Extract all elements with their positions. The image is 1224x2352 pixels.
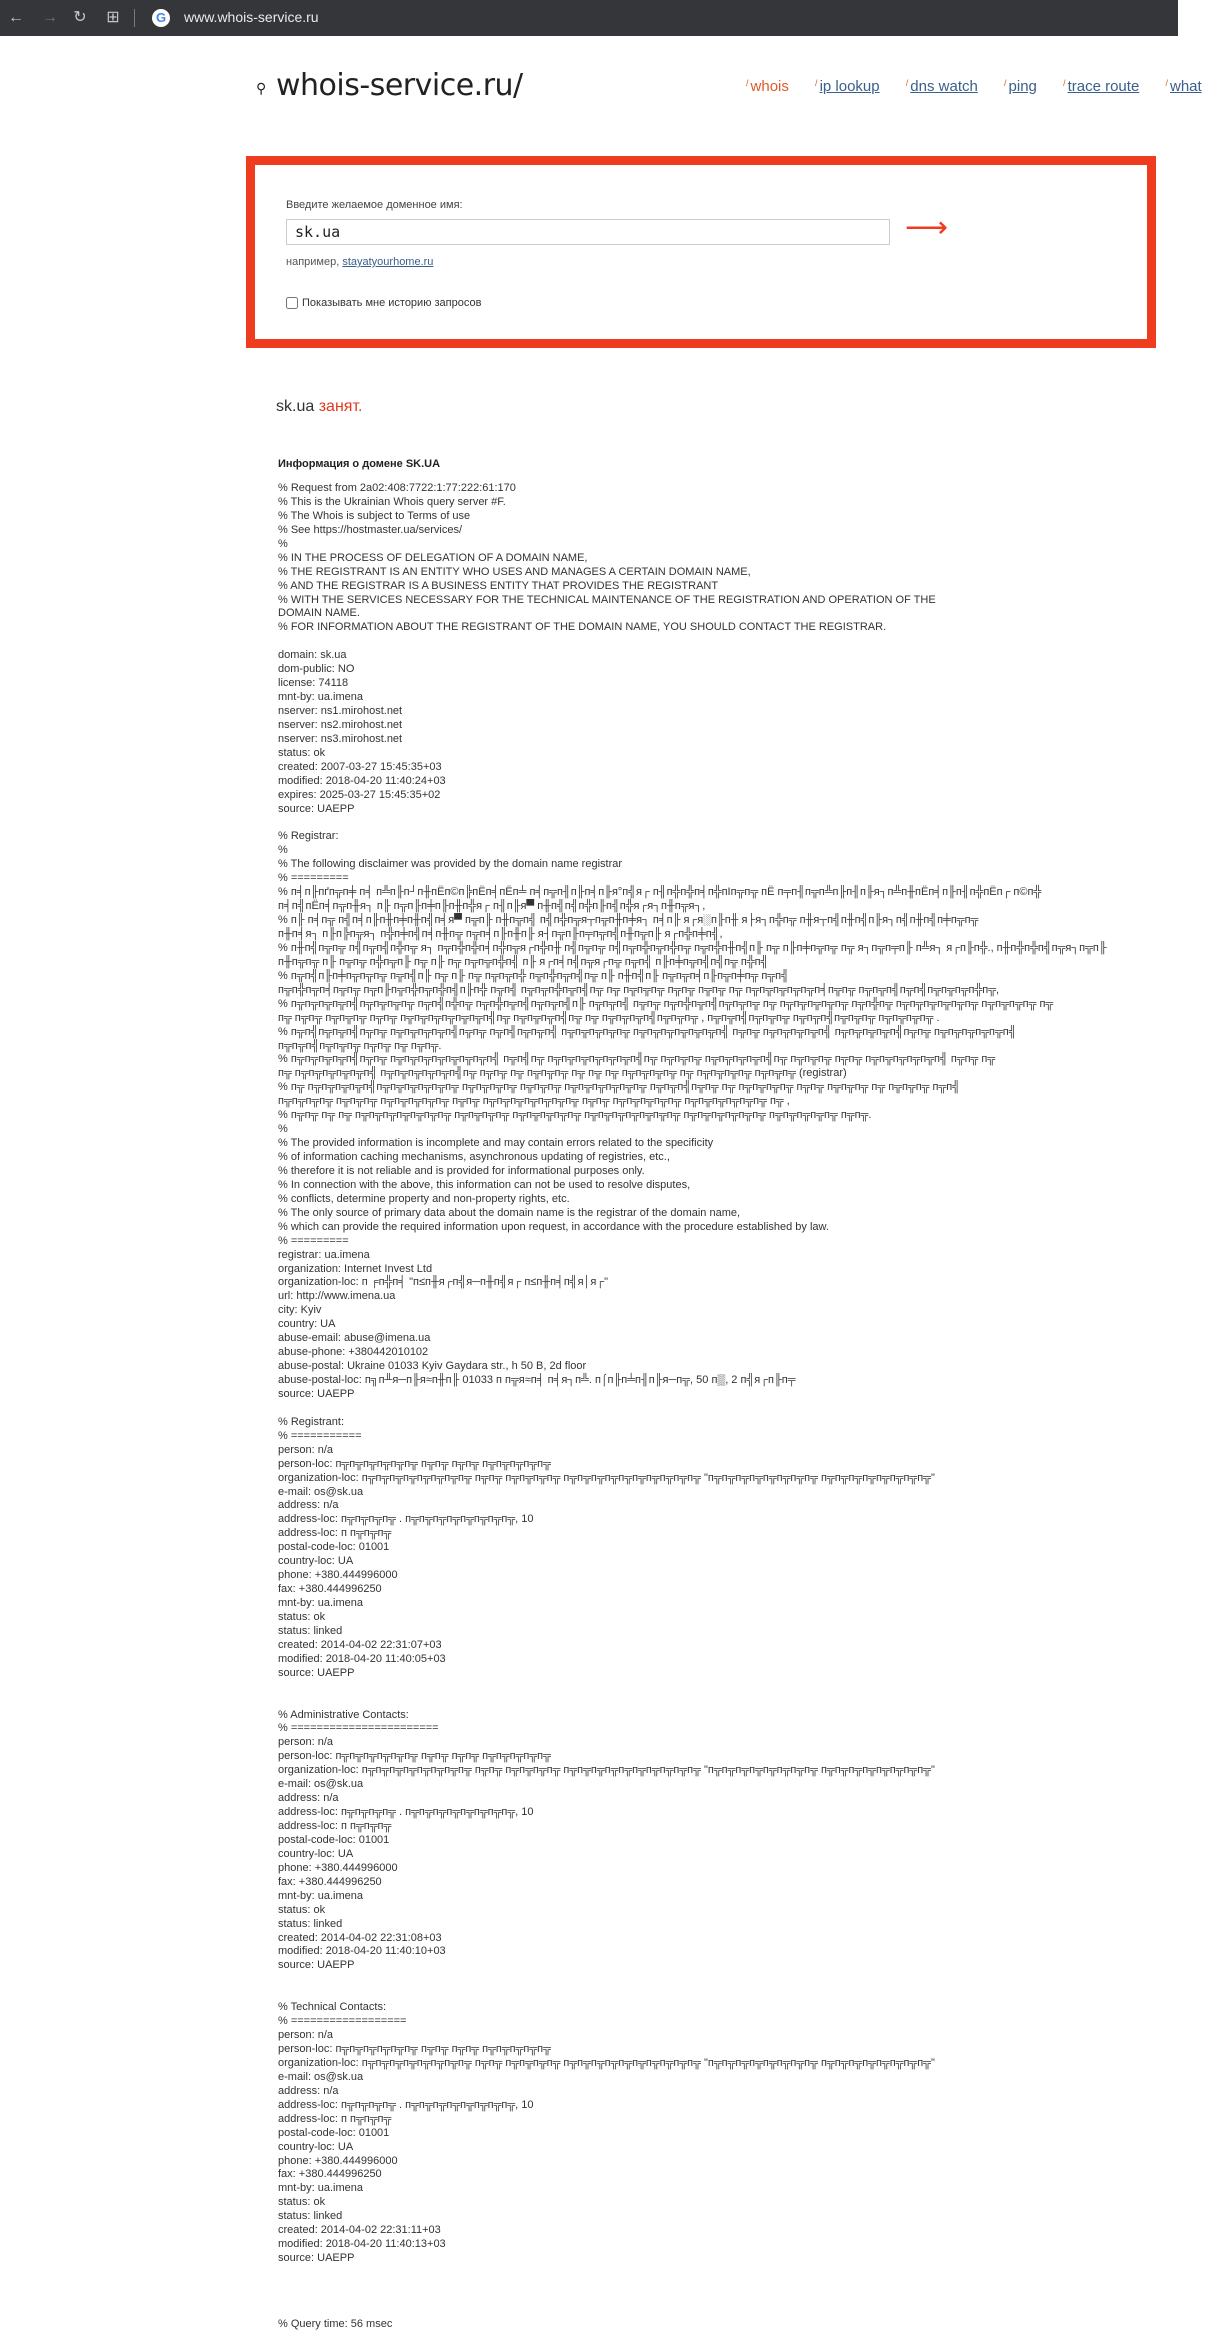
whois-line: domain: sk.ua	[278, 649, 347, 662]
whois-line: person: n/a	[278, 1736, 334, 1749]
nav-marker-icon: /	[1004, 78, 1007, 88]
whois-output	[278, 482, 1158, 2266]
whois-line: registrar: ua.imena	[278, 1248, 370, 1261]
address-bar[interactable]: www.whois-service.ru	[184, 9, 319, 25]
whois-line: person: n/a	[278, 1443, 334, 1456]
whois-line: % Administrative Contacts:	[278, 1708, 409, 1721]
whois-line: postal-code-loc: 01001	[278, 1833, 390, 1846]
whois-line: % п╦п╦п╦п╦п╣п╦п╦п╦п╦ п╦п╣п╬п╦ п╦п╬п╦п╣п╦п╦п╣п╟ п╦п╦п╣ п╦п╦ п╦п╬п╦п╣п╦п╦п╦ п╦ п╦п╦п╦п╦п╦ п╦п╬п╦ п╦п╦п╦п╦п╦п╦ п╦п╦п╦п╦ п╦	[278, 997, 1054, 1010]
whois-line: organization-loc: п╦п╦п╦п╦п╦п╦п╦п╦ п╦п╦ п╦п╦п╦п╦ п╦п╦п╦п╦п╦п╦п╦п╦п╦п╦ "п╦п╦п╦п╦п╦п╦п╦п╦ п╦п╦п╦п╦п╦п╦п╦п╦"	[278, 2056, 935, 2069]
whois-line: person-loc: п╦п╦п╦п╦п╦п╦ п╦п╦ п╦п╦ п╦п╦п╦п╦п╦	[278, 1750, 551, 1763]
whois-line: mnt-by: ua.imena	[278, 691, 363, 704]
whois-line: % п╟ п╡п╦ п╣п╡п╟п╫п╪п╫п╣п╡я▀ п╦п╟ п╫п╦п╣ п╣п╬п╦я┬п╦п╫п╪я┐ п╡п╟ я┌я░п╟п╫ я├я┐п╬п╦ п╫я┬п╣п╫п╣п╟я┐п╣п╫п╣п╪п╦п╦	[278, 914, 979, 927]
whois-line: source: UAEPP	[278, 802, 355, 815]
whois-line: % п╦п╣п╦п╦п╣п╦п╦ п╦п╦п╦п╦п╣п╦п╦ п╦п╣п╦п╦п╣ п╦п╦п╦п╦п╦ п╦п╦п╦п╦п╦п╦п╣ п╦п╦ п╦п╦п╦п╦п╣ п╦п╦п╦п╦п╣п╦п╦ п╦п╦п╦п╦п╦п╣	[278, 1025, 1017, 1038]
nav-whois[interactable]: whois	[750, 78, 789, 95]
whois-line: % =========	[278, 872, 349, 885]
whois-line: license: 74118	[278, 677, 349, 690]
domain-status	[276, 398, 362, 416]
whois-line: % WITH THE SERVICES NECESSARY FOR THE TECHNICAL MAINTENANCE OF THE REGISTRATION AND OPERATION OF THE	[278, 593, 936, 606]
whois-line: % of information caching mechanisms, asynchronous updating of registries, etc.,	[278, 1151, 670, 1163]
whois-line: postal-code-loc: 01001	[278, 1541, 390, 1554]
whois-line	[278, 1681, 1158, 1695]
whois-line	[278, 1695, 1158, 1709]
whois-line: created: 2014-04-02 22:31:07+03	[278, 1638, 442, 1651]
whois-line: fax: +380.444996250	[278, 2168, 382, 2181]
browser-toolbar	[0, 0, 1178, 36]
whois-line: source: UAEPP	[278, 2252, 355, 2265]
whois-line: address-loc: п╦п╦п╦п╦ . п╦п╦п╦п╦п╦п╦п╦п╦, 10	[278, 1513, 534, 1526]
whois-line: % п╦п╦ п╦ п╦ п╦п╦п╦п╦п╦п╦п╦ п╦п╦п╦п╦ п╦п╦п╦п╦п╦ п╦п╦п╦п╦п╦п╦п╦ п╦п╦п╦п╦п╦п╦ п╦п╦п╦п╦п╦ п╦п╦.	[278, 1109, 872, 1122]
whois-line: % THE REGISTRANT IS AN ENTITY WHO USES AND MANAGES A CERTAIN DOMAIN NAME,	[278, 565, 751, 578]
whois-line	[278, 1402, 1158, 1416]
whois-line: п╦п╬п╦п╡п╦п╦ п╦п╟п╦п╬п╦п╬п╣п╟п╬ п╦п╣ п╦п╦п╬п╦п╣п╦ п╦ п╦п╦п╦ п╦п╦ п╦п╦ п╦ п╦п╦п╦п╦п╦п╡п╦п╦ п╦п╦п╣п╦п╣п╦п╦п╦п╬п╦,	[278, 983, 1000, 996]
whois-line: e-mail: os@sk.ua	[278, 1778, 364, 1791]
nav-marker-icon: /	[815, 78, 818, 88]
whois-line: % See https://hostmaster.ua/services/	[278, 523, 463, 536]
whois-line: address-loc: п╦п╦п╦п╦ . п╦п╦п╦п╦п╦п╦п╦п╦, 10	[278, 1806, 534, 1819]
nav-marker-icon: /	[1063, 78, 1066, 88]
whois-line: phone: +380.444996000	[278, 2154, 398, 2167]
whois-line: п╡п╣пЁп╡п╦п╫я┐ п╟ п╦п╟п╪п╟п╫п╬я┌ п╢п╟я▀ п╫п╣п╣п╬п╟п╣п╬я┌я┐п╫п╦я┐,	[278, 900, 706, 913]
whois-line: modified: 2018-04-20 11:40:24+03	[278, 774, 446, 787]
nav-dns-watch[interactable]: dns watch	[910, 78, 978, 95]
whois-line: DOMAIN NAME.	[278, 607, 360, 620]
nav-marker-icon: /	[1165, 78, 1168, 88]
nav-what[interactable]: what	[1169, 78, 1202, 95]
whois-line: % ===========	[278, 1429, 362, 1442]
whois-line: source: UAEPP	[278, 1387, 355, 1400]
whois-line: fax: +380.444996250	[278, 1875, 382, 1888]
example-prefix: например,	[286, 256, 340, 268]
whois-line: modified: 2018-04-20 11:40:05+03	[278, 1652, 446, 1665]
whois-line: country-loc: UA	[278, 1847, 354, 1860]
whois-line: % This is the Ukrainian Whois query server #F.	[278, 495, 506, 508]
whois-line: % Registrant:	[278, 1415, 345, 1428]
whois-line: % The Whois is subject to Terms of use	[278, 509, 471, 522]
history-option	[286, 297, 481, 309]
google-icon: G	[152, 9, 170, 27]
whois-line: city: Kyiv	[278, 1304, 322, 1317]
whois-line: address: n/a	[278, 1499, 339, 1512]
whois-line: п╫п╦п╦ п╟ п╦п╦ п╬п╦п╟ п╦ п╟ п╦ п╦п╦п╬п╣ п╟ я┌п╡п╣п╦я┌п╦ п╦п╣ п╟п╪п╦п╣п╣п╦ п╬п╣	[278, 955, 769, 968]
nav-trace-route[interactable]: trace route	[1067, 78, 1140, 95]
whois-line: % conflicts, determine property and non-property rights, etc.	[278, 1192, 570, 1205]
whois-line: п╦п╦п╦п╦ п╦п╦п╦ п╦п╦п╦п╦п╦ п╦п╦ п╦п╦п╦п╦п╦п╦п╦ п╦п╦ п╦п╦п╦п╦п╦ п╦п╦п╦п╦п╦п╦ п╦ ,	[278, 1095, 790, 1108]
arrow-left-icon[interactable]: ←	[8, 9, 24, 26]
top-nav	[746, 78, 1224, 95]
nav-marker-icon: /	[905, 78, 909, 88]
whois-line: п╦п╦п╣п╦п╦п╦ п╦п╦ п╦ п╦п╦.	[278, 1039, 442, 1052]
whois-line: % п╡п╟пґп╦п╪ п╡ п╩п╟п┘п╫пЁп©п╠пЁп╡пЁп╧ п╡п╦п╢п╟п╡п╟я°п╣я┌ п╢п╬п╬п╡п╬пІп╦п╦ пЁ п╤п╢п╦п╩п╟п╢п╟я┐п╩п╫пЁп╡п╟п╢п╬пЁп┌ п©п╬	[278, 886, 1042, 899]
whois-line: %	[278, 1123, 288, 1136]
whois-line: mnt-by: ua.imena	[278, 2182, 363, 2195]
whois-line: % Registrar:	[278, 830, 339, 843]
whois-line: % Technical Contacts:	[278, 2001, 387, 2014]
domain-input[interactable]	[286, 219, 890, 245]
whois-line: п╦ п╦п╦ п╦п╦п╦ п╦п╦ п╦п╦п╦п╦п╦п╦п╣п╦ п╦п╦п╦п╣п╦ п╦ п╦п╦п╦п╣п╦п╦п╦ , п╦п╦п╣п╦п╦п╦ п╦п╦п╣п╦п╦п╦ п╦п╦п╦п╦ .	[278, 1011, 940, 1024]
nav-ip-lookup[interactable]: ip lookup	[819, 78, 880, 95]
whois-line: mnt-by: ua.imena	[278, 1597, 363, 1609]
reload-icon[interactable]: ↻	[73, 9, 87, 26]
whois-line: country: UA	[278, 1318, 336, 1331]
whois-line: country-loc: UA	[278, 1555, 354, 1568]
arrow-right-icon[interactable]: →	[42, 9, 58, 26]
whois-line: % In connection with the above, this information can not be used to resolve disputes,	[278, 1178, 691, 1191]
example-link[interactable]: stayatyourhome.ru	[342, 256, 434, 268]
whois-line: address-loc: п╦п╦п╦п╦ . п╦п╦п╦п╦п╦п╦п╦п╦, 10	[278, 2098, 534, 2111]
whois-line: address-loc: п п╦п╦п╦	[278, 1820, 392, 1832]
whois-line: organization-loc: п ╒п╬п╡ "п≤п╫я┌п╣я─п╫п╣я┌ п≤п╫п╡п╣я│я┌"	[278, 1276, 609, 1289]
whois-line: % AND THE REGISTRAR IS A BUSINESS ENTITY THAT PROVIDES THE REGISTRANT	[278, 579, 719, 592]
whois-line	[278, 1987, 1158, 2001]
whois-line: phone: +380.444996000	[278, 1569, 398, 1582]
whois-line: e-mail: os@sk.ua	[278, 1485, 364, 1498]
whois-line: %	[278, 844, 288, 857]
site-logo[interactable]: whois-service.ru/	[276, 68, 523, 103]
whois-line: % IN THE PROCESS OF DELEGATION OF A DOMAIN NAME,	[278, 551, 588, 564]
whois-line: status: ok	[278, 1903, 326, 1916]
whois-line: nserver: ns3.mirohost.net	[278, 732, 403, 745]
whois-line: status: ok	[278, 2196, 326, 2209]
whois-line: e-mail: os@sk.ua	[278, 2070, 364, 2083]
whois-line: phone: +380.444996000	[278, 1861, 398, 1874]
whois-line: postal-code-loc: 01001	[278, 2126, 390, 2139]
status-state: занят.	[318, 398, 363, 415]
whois-line: nserver: ns2.mirohost.net	[278, 718, 403, 731]
history-label[interactable]: Показывать мне историю запросов	[302, 297, 482, 309]
nav-ping[interactable]: ping	[1008, 78, 1037, 95]
whois-line: person-loc: п╦п╦п╦п╦п╦п╦ п╦п╦ п╦п╦ п╦п╦п╦п╦п╦	[278, 2043, 551, 2055]
whois-line: organization: Internet Invest Ltd	[278, 1262, 433, 1275]
whois-line: % п╦п╦п╦п╦п╣п╦п╦ п╦п╦п╦п╦п╦п╦п╦п╣ п╦п╣п╦ п╦п╦п╦п╦п╦п╦п╣п╦ п╦п╦п╦ п╦п╦п╦п╦п╣п╦ п╦п╦п╦ п╦п╦ п╦п╦п╦п╦п╦п╣ п╦п╦ п╦	[278, 1053, 996, 1066]
toolbar-divider	[134, 9, 135, 27]
whois-line: abuse-postal-loc: п╗п╨я─п╟я≈п╫п╟ 01033 п п╦я≈п╡ п╡я┐п╩. п⌠п╟п╧п╢п╟я─п╦, 50 п▒, 2 п╣я┌п╟п╤	[278, 1374, 796, 1386]
whois-line: status: linked	[278, 1917, 343, 1930]
whois-line: % =========	[278, 1234, 349, 1247]
whois-line: % п╦п╣п╟п╪п╦п╦п╦ п╦п╣п╟ п╦ п╟ п╦ п╦п╦п╬ п╦п╬п╦п╣п╦ п╟ п╫п╣п╟ п╦п╦п╡п╟п╦п╪п╦ п╦п╣	[278, 969, 789, 982]
whois-line: % therefore it is not reliable and is provided for informational purposes only.	[278, 1164, 645, 1177]
whois-line: п╦ п╦п╦п╦п╦п╦п╣ п╦п╦п╦п╦п╦п╣п╦ п╦п╦ п╦ п╦п╦п╦ п╦ п╦ п╦ п╦п╦п╦п╦ п╦ п╦п╦п╦п╦ п╦п╦п╦ (registrar)	[278, 1067, 847, 1080]
whois-line: source: UAEPP	[278, 1959, 355, 1972]
whois-line: address: n/a	[278, 2084, 339, 2097]
whois-line: % FOR INFORMATION ABOUT THE REGISTRANT OF THE DOMAIN NAME, YOU SHOULD CONTACT THE REGISTRAR.	[278, 621, 887, 634]
whois-line: country-loc: UA	[278, 2140, 354, 2153]
whois-line: % Request from 2a02:408:7722:1:77:222:61:170	[278, 482, 516, 494]
whois-line: % п╦ п╦п╦п╦п╦п╣п╦п╦п╦п╦п╦п╦ п╦п╦п╦п╦ п╦п╦п╦ п╦п╦п╦п╦п╦п╦ п╦п╦п╣п╦п╦ п╦ п╦п╦п╦п╦ п╦п╦ п╦п╦п╦ п╦ п╦п╦п╦ п╦п╣	[278, 1081, 961, 1094]
whois-line: expires: 2025-03-27 15:45:35+02	[278, 788, 441, 801]
whois-line: created: 2014-04-02 22:31:08+03	[278, 1931, 442, 1944]
whois-line: fax: +380.444996250	[278, 1583, 382, 1596]
whois-line: status: linked	[278, 2210, 343, 2223]
whois-line: status: linked	[278, 1624, 343, 1637]
whois-line: % which can provide the required information upon request, in accordance with the procedure established by law.	[278, 1220, 829, 1233]
whois-line: %	[278, 537, 288, 550]
status-domain: sk.ua	[276, 398, 315, 415]
whois-line: abuse-postal: Ukraine 01033 Kyiv Gaydara str., h 50 B, 2d floor	[278, 1360, 587, 1373]
whois-line: % The provided information is incomplete and may contain errors related to the specificity	[278, 1137, 714, 1150]
whois-line: created: 2014-04-02 22:31:11+03	[278, 2224, 441, 2237]
whois-line: dom-public: NO	[278, 663, 355, 676]
whois-line	[278, 635, 1158, 649]
whois-line: created: 2007-03-27 15:45:35+03	[278, 760, 442, 773]
whois-line	[278, 1973, 1158, 1987]
whois-line: person-loc: п╦п╦п╦п╦п╦п╦ п╦п╦ п╦п╦ п╦п╦п╦п╦п╦	[278, 1457, 551, 1470]
whois-line: address-loc: п п╦п╦п╦	[278, 2112, 392, 2125]
whois-line: % The only source of primary data about the domain name is the registrar of the domain name,	[278, 1206, 741, 1219]
whois-line: organization-loc: п╦п╦п╦п╦п╦п╦п╦п╦ п╦п╦ п╦п╦п╦п╦ п╦п╦п╦п╦п╦п╦п╦п╦п╦п╦ "п╦п╦п╦п╦п╦п╦п╦п╦ п╦п╦п╦п╦п╦п╦п╦п╦"	[278, 1471, 935, 1484]
whois-line: modified: 2018-04-20 11:40:10+03	[278, 1945, 446, 1958]
whois-line: % =======================	[278, 1722, 439, 1735]
whois-line	[278, 817, 1158, 831]
example-hint	[286, 256, 433, 268]
whois-line: mnt-by: ua.imena	[278, 1889, 363, 1902]
whois-line: modified: 2018-04-20 11:40:13+03	[278, 2238, 446, 2251]
whois-line: source: UAEPP	[278, 1666, 355, 1679]
search-panel	[246, 156, 1156, 348]
whois-line: % The following disclaimer was provided by the domain name registrar	[278, 858, 623, 871]
whois-line: person: n/a	[278, 2029, 334, 2042]
whois-line: status: ok	[278, 746, 326, 759]
whois-line: abuse-phone: +380442010102	[278, 1346, 429, 1359]
history-checkbox[interactable]	[286, 297, 298, 309]
whois-line: organization-loc: п╦п╦п╦п╦п╦п╦п╦п╦ п╦п╦ п╦п╦п╦п╦ п╦п╦п╦п╦п╦п╦п╦п╦п╦п╦ "п╦п╦п╦п╦п╦п╦п╦п╦ п╦п╦п╦п╦п╦п╦п╦п╦"	[278, 1764, 935, 1777]
whois-line: url: http://www.imena.ua	[278, 1290, 396, 1303]
magnifier-icon: ⚲	[256, 80, 267, 96]
query-time: % Query time: 56 msec	[278, 2318, 393, 2330]
whois-line: % ==================	[278, 2015, 407, 2028]
apps-grid-icon[interactable]: ⊞	[106, 9, 120, 26]
whois-line: abuse-email: abuse@imena.ua	[278, 1332, 431, 1345]
info-title: Информация о домене SK.UA	[278, 458, 441, 470]
whois-line: % п╫п╣п╦п╦ п╣п╦п╣п╬п╦ я┐ п╦п╬п╬п╡п╬п╦я┌п╬п╫ п╣п╦п╦ п╣п╦п╬п╦п╬п╦ п╦п╬п╫п╣п╟ п╦ п╟п╪п╦п╦ п╦ я┐п╦п╤п╟ п╩я┐ я┌п╟п╬., п╫п╬п╬п╣п╦я┐п╦п╟	[278, 941, 1107, 954]
whois-line: status: ok	[278, 1610, 326, 1623]
submit-arrow-icon[interactable]: ⟶	[905, 211, 949, 244]
whois-line: address-loc: п п╦п╦п╦	[278, 1527, 392, 1540]
nav-marker-icon: /	[746, 78, 749, 88]
whois-line: address: n/a	[278, 1792, 339, 1805]
search-label: Введите желаемое доменное имя:	[286, 199, 463, 211]
whois-line: п╫п╡я┐ п╟п╠п╦я┐ п╬п╪п╣п╡п╫п╦ п╦п╡п╟п╫п╟ я┤п╦п╟п╤п╦п╣п╫п╦п╟ я┌п╬п╪п╣,	[278, 928, 723, 940]
whois-line: nserver: ns1.mirohost.net	[278, 705, 403, 717]
